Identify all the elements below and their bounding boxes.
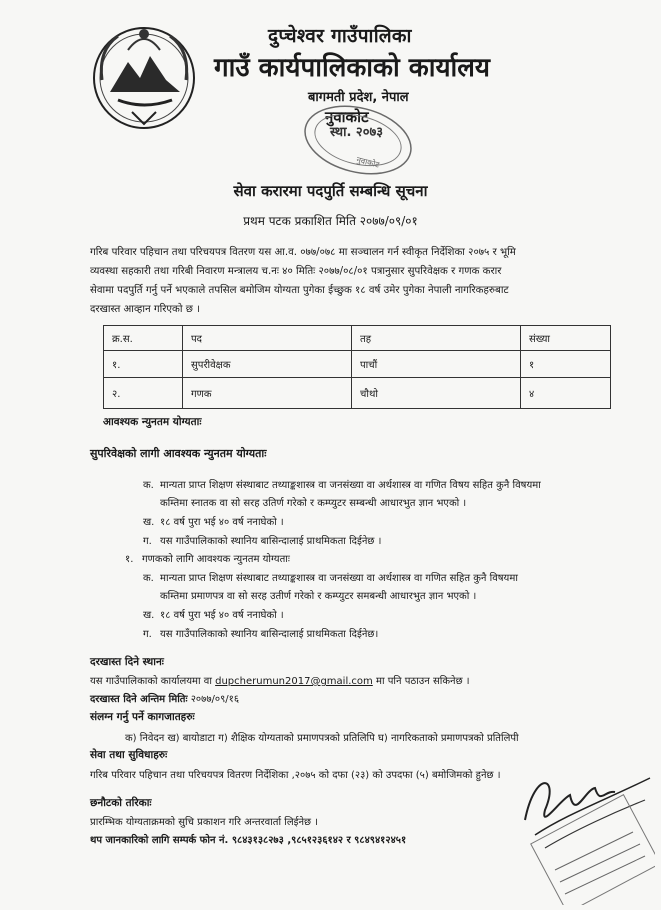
qualification-item [143,607,284,621]
signature-stamp [505,760,655,905]
office-name: गाउँ कार्यपालिकाको कार्यालय [214,53,490,83]
facilities-heading: सेवा तथा सुविधाहरुः [90,749,168,761]
application-place-text [90,673,470,687]
published-date: प्रथम पटक प्रकाशित मिति २०७७/०९/०१ [243,214,418,228]
item-text: १८ वर्ष पुरा भई ४० वर्ष ननाघेको । [160,610,284,621]
item-marker: १. [125,554,134,565]
deadline-date: २०७७/०९/१६ [190,694,240,705]
stamp-established: स्था. २०७३ [330,125,383,140]
table-cell: ४ [521,378,611,409]
table-cell: १ [521,351,611,378]
item-marker: क. [143,480,154,491]
nepal-emblem-icon [88,20,200,132]
qualification-item [143,514,284,528]
table-cell: गणक [183,378,352,409]
item-text: मान्यता प्राप्त शिक्षण संस्थाबाट तथ्याङ्कशास्त्र वा जनसंख्या वा अर्थशास्त्र वा गणित सहित कुनै विषयमा [160,573,518,584]
posts-table [103,325,611,409]
qualification-item [143,570,518,584]
intro-line: सेवामा पदपुर्ति गर्नु पर्ने भएकाले तपसिल बमोजिम योग्यता पुगेका ईच्छुक १८ वर्ष उमेर पुगेका नेपाली नागरिकहरुबाट [90,285,509,296]
table-cell: चौथो [352,378,521,409]
item-marker: ग. [143,629,152,640]
table-header-row [104,326,611,351]
qualification-item [143,626,378,640]
email-link[interactable]: dupcherumun2017@gmail.com [215,676,373,687]
item-marker: ख. [143,517,155,528]
intro-line: दरखास्त आव्हान गरिएको छ । [90,304,200,315]
table-cell: सुपरीवेक्षक [183,351,352,378]
item-text: यस गाउँपालिकाको स्थानिय बासिन्दालाई प्राथमिकता दिईनेछ । [160,536,382,547]
table-cell: २. [104,378,183,409]
documents-heading: संलग्न गर्नु पर्ने कागजातहरुः [90,711,195,723]
item-marker: ग. [143,536,152,547]
deadline-label: दरखास्त दिने अन्तिम मितिः [90,694,188,705]
item-text: मान्यता प्राप्त शिक्षण संस्थाबाट तथ्याङ्कशास्त्र वा जनसंख्या वा अर्थशास्त्र वा गणित विषय सहित कुनै विषयमा [160,480,541,491]
table-header-sn: क्र.स. [104,326,183,351]
qualification-item [143,533,381,547]
supervisor-qualification-title: सुपरिवेक्षको लागी आवश्यक न्युनतम योग्यताः [90,447,267,460]
item-marker: क. [143,573,154,584]
application-place-post: मा पनि पठाउन सकिनेछ । [375,676,470,687]
intro-line: व्यवस्था सहकारी तथा गरिबी निवारण मन्त्रालय च.नः ४० मितिः २०७७/०८/०१ पत्रानुसार सुपरिवेक्षक र गणक करार [90,266,502,277]
enumerator-qualification-title [125,551,290,565]
min-qualification-heading: आवश्यक न्युनतम योग्यताः [103,416,202,428]
intro-line: गरिब परिवार पहिचान तथा परिचयपत्र वितरण यस आ.व. ०७७/०७८ मा सञ्चालन गर्न स्वीकृत निर्देशिका २०७५ र भूमि [90,247,516,258]
facilities-text: गरिब परिवार पहिचान तथा परिचयपत्र वितरण निर्देशिका ,२०७५ को दफा (२३) को उपदफा (५) बमोजिमको हुनेछ । [90,770,501,781]
table-row [104,351,611,378]
table-cell: पाचौं [352,351,521,378]
application-place-heading: दरखास्त दिने स्थानः [90,656,164,668]
application-place-pre: यस गाउँपालिकाको कार्यालयमा वा [90,676,212,687]
intro-paragraph [90,243,610,319]
item-text: १८ वर्ष पुरा भई ४० वर्ष ननाघेको । [160,517,284,528]
table-cell: १. [104,351,183,378]
qualification-item [143,477,541,491]
table-header-level: तह [352,326,521,351]
table-header-count: संख्या [521,326,611,351]
item-marker: ख. [143,610,155,621]
documents-text: क) निवेदन ख) बायोडाटा ग) शैक्षिक योग्यताको प्रमाणपत्रको प्रतिलिपि घ) नागरिकताको प्रमाणपत्रको प्रतिलिपी [125,733,519,744]
province-line: बागमती प्रदेश, नेपाल [308,90,409,105]
notice-title: सेवा करारमा पदपुर्ति सम्बन्धि सूचना [233,182,428,200]
contact-text: थप जानकारिको लागि सम्पर्क फोन नं. ९८४३१३८२७३ ,९८५१२३६१४२ र ९८४९४१२४५१ [90,835,407,846]
qualification-item-continued: कम्तिमा स्नातक वा सो सरह उतिर्ण गरेको र कम्प्युटर सम्बन्धी आधारभुत ज्ञान भएको । [160,498,467,509]
table-header-post: पद [183,326,352,351]
table-row [104,378,611,409]
qualification-item-continued: कम्तिमा प्रमाणपत्र वा सो सरह उतीर्ण गरेको र कम्प्युटर समबन्धी आधारभुत ज्ञान भएको । [160,591,477,602]
selection-text: प्रारम्भिक योग्यताक्रमको सुचि प्रकाशन गरि अन्तरवार्ता लिईनेछ । [90,817,319,828]
district-line: नुवाकोट [325,108,369,126]
selection-heading: छनौटको तरिकाः [90,797,152,809]
item-text: गणकको लागि आवश्यक न्युनतम योग्यताः [142,554,290,565]
stamp-text: नुवाकोट [355,155,381,170]
municipality-name: दुप्चेश्वर गाउँपालिका [268,25,412,47]
deadline-line [90,691,239,705]
office-stamp [300,100,420,178]
item-text: यस गाउँपालिकाको स्थानिय बासिन्दालाई प्राथमिकता दिईनेछ। [160,629,379,640]
